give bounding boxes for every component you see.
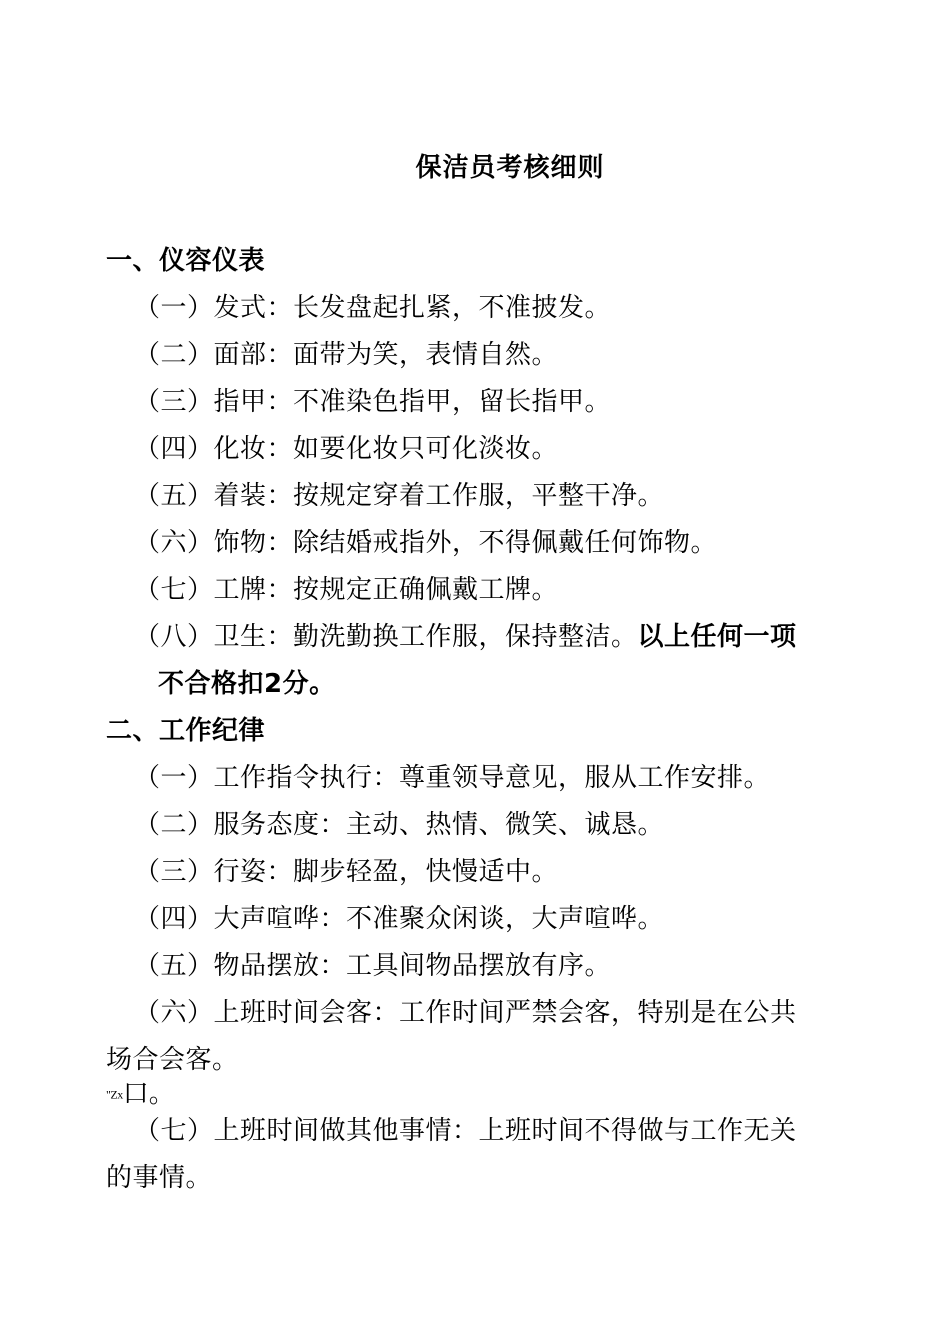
list-item-other-tasks: （七）上班时间做其他事情：上班时间不得做与工作无关: [134, 1116, 797, 1146]
list-item-other-tasks-continued: 的事情。: [106, 1163, 213, 1193]
list-item: （二）服务态度：主动、热情、微笑、诚恳。: [134, 810, 665, 840]
section-heading-discipline: 二、工作纪律: [106, 716, 266, 746]
list-item: （五）物品摆放：工具间物品摆放有序。: [134, 951, 612, 981]
list-item-visitors-continued: 场合会客。: [106, 1045, 239, 1075]
list-item: （五）着装：按规定穿着工作服，平整干净。: [134, 481, 665, 511]
list-item: （三）指甲：不准染色指甲，留长指甲。: [134, 387, 612, 417]
list-item-visitors: （六）上班时间会客：工作时间严禁会客，特别是在公共: [134, 998, 797, 1028]
hygiene-text: （八）卫生：勤洗勤换工作服，保持整洁。: [134, 622, 638, 652]
list-item: （四）化妆：如要化妆只可化淡妆。: [134, 434, 559, 464]
list-item-hygiene: [134, 617, 797, 657]
document-title: 保洁员考核细则: [415, 153, 605, 183]
list-item: （七）工牌：按规定正确佩戴工牌。: [134, 575, 559, 605]
list-item: （一）工作指令执行：尊重领导意见，服从工作安排。: [134, 763, 771, 793]
penalty-note: 以上任何一项: [637, 622, 797, 652]
list-item: （一）发式：长发盘起扎紧，不准披发。: [134, 293, 612, 323]
list-item: （二）面部：面带为笑，表情自然。: [134, 340, 559, 370]
list-item: （六）饰物：除结婚戒指外，不得佩戴任何饰物。: [134, 528, 718, 558]
list-item: （三）行姿：脚步轻盈，快慢适中。: [134, 857, 559, 887]
garbled-prefix: "Zx: [106, 1087, 123, 1102]
list-item: （四）大声喧哗：不准聚众闲谈，大声喧哗。: [134, 904, 665, 934]
penalty-note-continued: 不合格扣2分。: [158, 669, 336, 699]
section-heading-appearance: 一、仪容仪表: [106, 246, 266, 276]
garbled-text-fragment: [106, 1074, 175, 1115]
garbled-suffix: 口。: [122, 1079, 175, 1109]
